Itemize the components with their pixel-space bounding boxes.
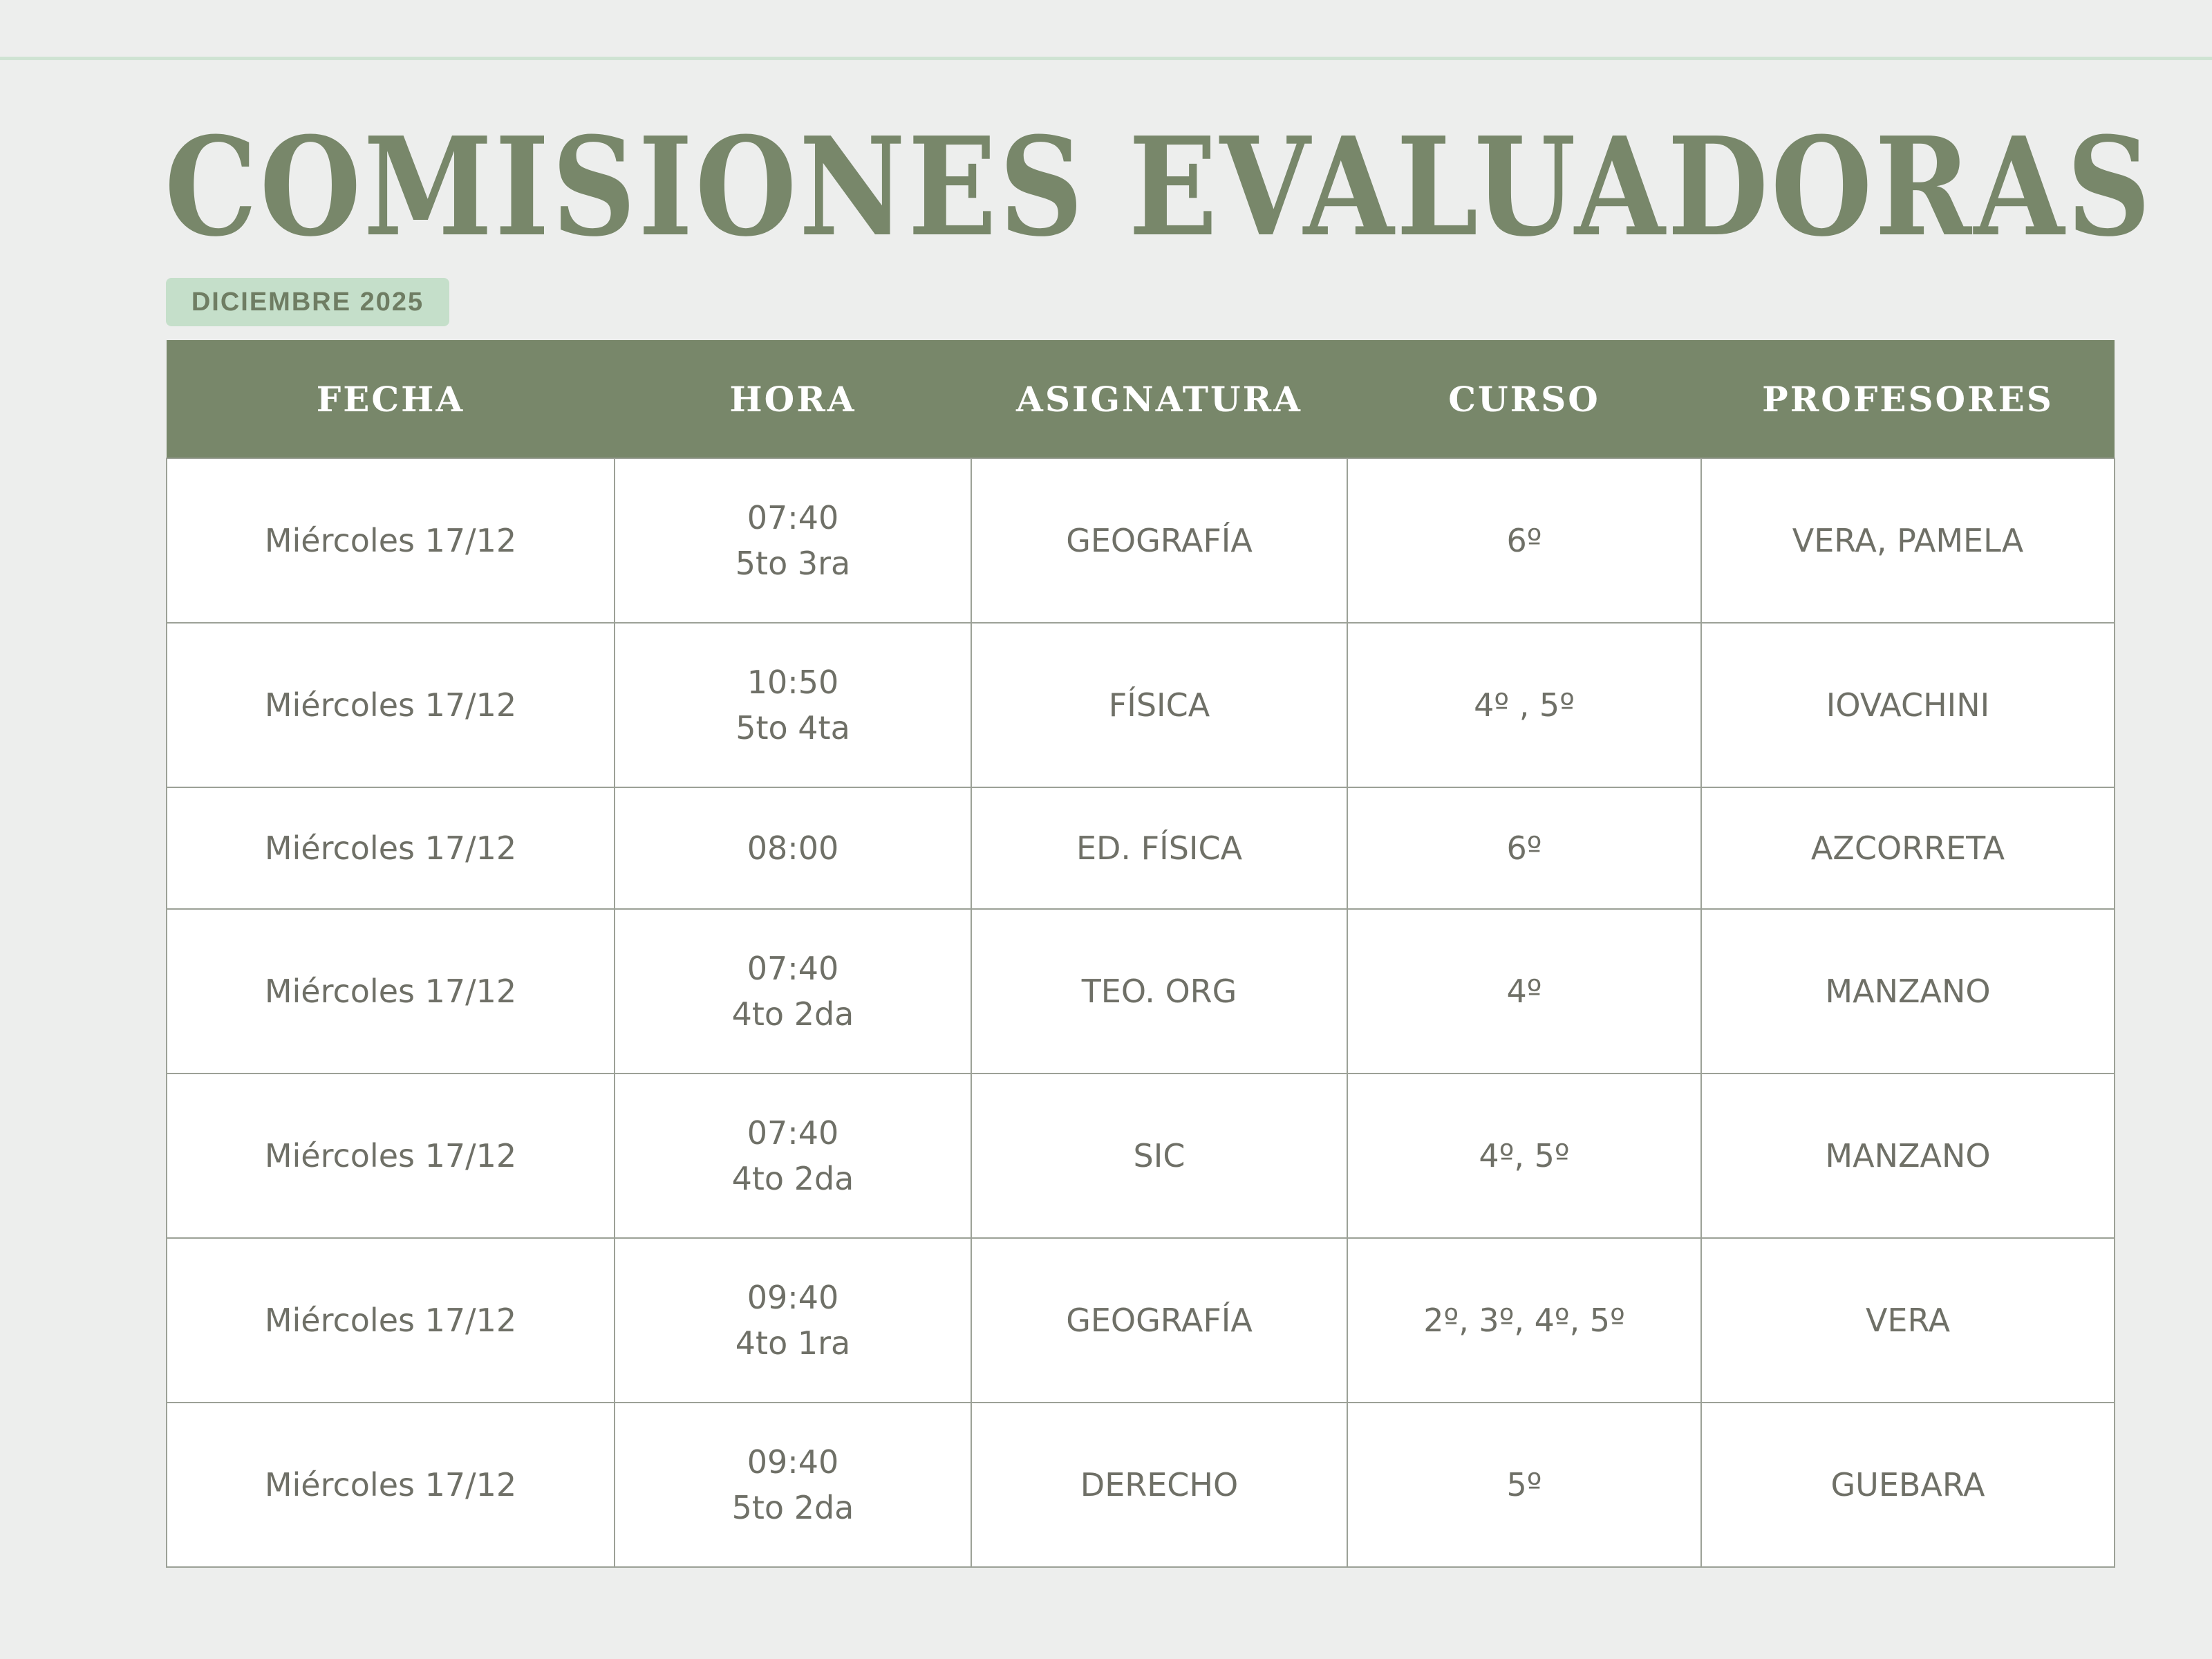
table-row: [167, 623, 2115, 787]
hora-room: 5to 4ta: [735, 709, 850, 747]
hora-time: 10:50: [747, 664, 839, 701]
profesores-cell: IOVACHINI: [1701, 623, 2115, 787]
hora-cell: [615, 458, 971, 623]
hora-room: 4to 2da: [731, 1160, 854, 1197]
page-title: COMISIONES EVALUADORAS: [165, 108, 2153, 267]
hora-cell: [615, 1074, 971, 1238]
column-header-curso: CURSO: [1347, 340, 1701, 458]
asignatura-cell: FÍSICA: [971, 623, 1347, 787]
fecha-cell: Miércoles 17/12: [167, 458, 615, 623]
column-header-hora: HORA: [615, 340, 971, 458]
table-row: [167, 787, 2115, 909]
profesores-cell: VERA, PAMELA: [1701, 458, 2115, 623]
curso-cell: 5º: [1347, 1403, 1701, 1567]
hora-time: 07:40: [747, 499, 839, 536]
column-header-asignatura: ASIGNATURA: [971, 340, 1347, 458]
hora-room: 4to 2da: [731, 995, 854, 1033]
table-row: [167, 1238, 2115, 1403]
hora-time: 07:40: [747, 1114, 839, 1152]
hora-time: 07:40: [747, 950, 839, 987]
curso-cell: 4º, 5º: [1347, 1074, 1701, 1238]
date-badge: DICIEMBRE 2025: [166, 278, 449, 326]
hora-room: 4to 1ra: [735, 1324, 851, 1362]
hora-cell: [615, 787, 971, 909]
asignatura-cell: GEOGRAFÍA: [971, 1238, 1347, 1403]
profesores-cell: VERA: [1701, 1238, 2115, 1403]
hora-cell: [615, 1403, 971, 1567]
asignatura-cell: DERECHO: [971, 1403, 1347, 1567]
profesores-cell: AZCORRETA: [1701, 787, 2115, 909]
asignatura-cell: GEOGRAFÍA: [971, 458, 1347, 623]
hora-cell: [615, 909, 971, 1074]
column-header-profesores: PROFESORES: [1701, 340, 2115, 458]
table-row: [167, 458, 2115, 623]
fecha-cell: Miércoles 17/12: [167, 1403, 615, 1567]
profesores-cell: MANZANO: [1701, 1074, 2115, 1238]
profesores-cell: MANZANO: [1701, 909, 2115, 1074]
table-row: [167, 1074, 2115, 1238]
curso-cell: 4º , 5º: [1347, 623, 1701, 787]
asignatura-cell: SIC: [971, 1074, 1347, 1238]
fecha-cell: Miércoles 17/12: [167, 1074, 615, 1238]
hora-room: 5to 2da: [731, 1489, 854, 1526]
table-header-row: [167, 340, 2115, 458]
fecha-cell: Miércoles 17/12: [167, 909, 615, 1074]
asignatura-cell: TEO. ORG: [971, 909, 1347, 1074]
asignatura-cell: ED. FÍSICA: [971, 787, 1347, 909]
curso-cell: 2º, 3º, 4º, 5º: [1347, 1238, 1701, 1403]
table-row: [167, 1403, 2115, 1567]
hora-cell: [615, 1238, 971, 1403]
hora-cell: [615, 623, 971, 787]
fecha-cell: Miércoles 17/12: [167, 623, 615, 787]
profesores-cell: GUEBARA: [1701, 1403, 2115, 1567]
curso-cell: 6º: [1347, 787, 1701, 909]
hora-time: 09:40: [747, 1279, 839, 1316]
column-header-fecha: FECHA: [167, 340, 615, 458]
fecha-cell: Miércoles 17/12: [167, 1238, 615, 1403]
schedule-table: [166, 340, 2115, 1568]
hora-time: 09:40: [747, 1443, 839, 1481]
fecha-cell: Miércoles 17/12: [167, 787, 615, 909]
top-divider: [0, 57, 2212, 60]
curso-cell: 6º: [1347, 458, 1701, 623]
table-row: [167, 909, 2115, 1074]
hora-time: 08:00: [747, 830, 839, 867]
hora-room: 5to 3ra: [735, 545, 851, 582]
curso-cell: 4º: [1347, 909, 1701, 1074]
